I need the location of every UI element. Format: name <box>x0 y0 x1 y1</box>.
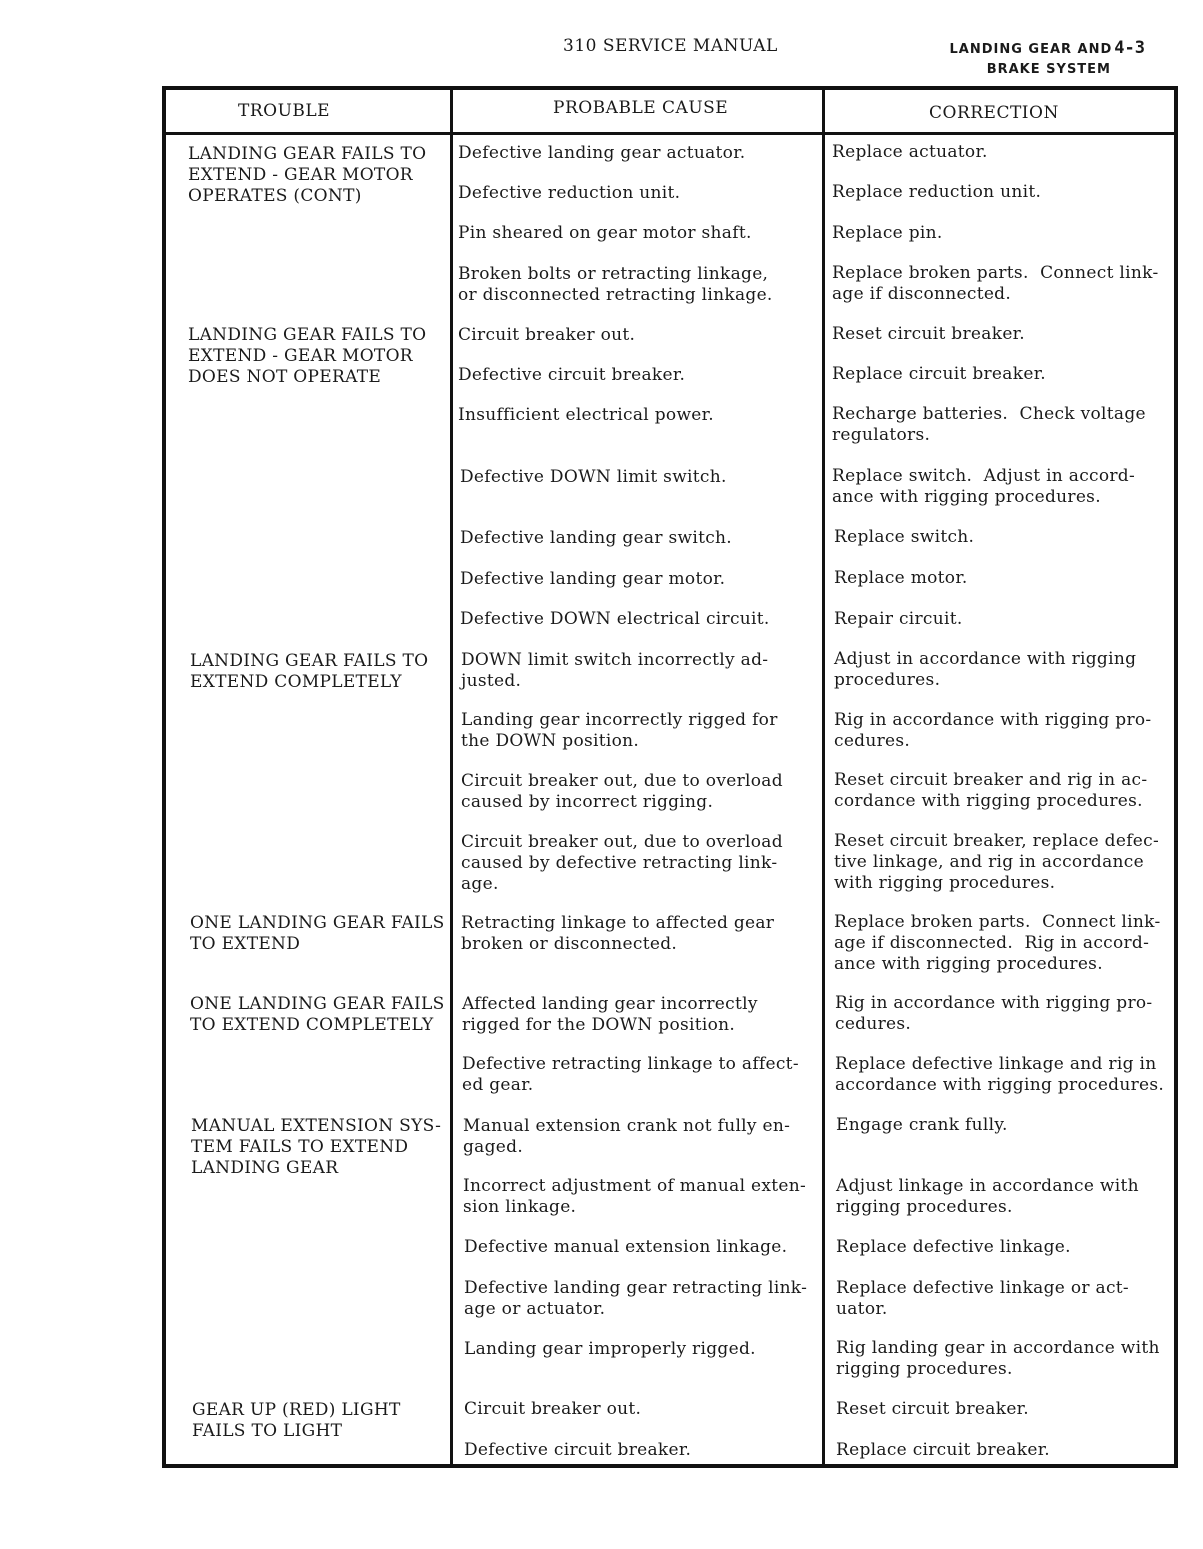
cause-text: Defective landing gear actuator. <box>458 143 746 163</box>
column-header-probable-cause: PROBABLE CAUSE <box>553 98 729 118</box>
trouble-item: ONE LANDING GEAR FAILS TO EXTEND COMPLETELY <box>190 994 445 1035</box>
cause-text: Manual extension crank not fully en- gaged. <box>463 1116 791 1157</box>
section-title-line2: BRAKE SYSTEM <box>986 62 1111 77</box>
correction-text: Rig in accordance with rigging pro- cedures. <box>835 993 1153 1034</box>
correction-text: Reset circuit breaker, replace defec- tive linkage, and rig in accordance with rigging procedures. <box>834 831 1160 893</box>
page-number: 4-3 <box>1114 38 1145 58</box>
cause-text: Incorrect adjustment of manual exten- sion linkage. <box>463 1176 807 1217</box>
column-header-correction: CORRECTION <box>929 103 1059 123</box>
column-divider <box>822 90 825 1464</box>
correction-text: Adjust linkage in accordance with rigging procedures. <box>836 1176 1139 1217</box>
correction-text: Adjust in accordance with rigging procedures. <box>834 649 1137 690</box>
correction-text: Repair circuit. <box>834 609 963 629</box>
correction-text: Engage crank fully. <box>836 1115 1008 1135</box>
correction-text: Reset circuit breaker. <box>836 1399 1029 1419</box>
cause-text: DOWN limit switch incorrectly ad- justed. <box>461 650 769 691</box>
correction-text: Replace pin. <box>832 223 943 243</box>
cause-text: Landing gear improperly rigged. <box>464 1339 756 1359</box>
trouble-item: LANDING GEAR FAILS TO EXTEND - GEAR MOTOR OPERATES (CONT) <box>188 144 427 206</box>
trouble-item: LANDING GEAR FAILS TO EXTEND COMPLETELY <box>190 651 429 692</box>
cause-text: Defective reduction unit. <box>458 183 681 203</box>
correction-text: Replace switch. Adjust in accord- ance with rigging procedures. <box>832 466 1136 507</box>
correction-text: Reset circuit breaker and rig in ac- cordance with rigging procedures. <box>834 770 1148 811</box>
correction-text: Rig landing gear in accordance with rigging procedures. <box>836 1338 1160 1379</box>
trouble-item: LANDING GEAR FAILS TO EXTEND - GEAR MOTOR DOES NOT OPERATE <box>188 325 427 387</box>
correction-text: Rig in accordance with rigging pro- cedures. <box>834 710 1152 751</box>
header-divider <box>166 132 1174 135</box>
cause-text: Defective landing gear retracting link- age or actuator. <box>464 1278 808 1319</box>
correction-text: Replace switch. <box>834 527 975 547</box>
correction-text: Replace circuit breaker. <box>832 364 1046 384</box>
manual-title: 310 SERVICE MANUAL <box>563 36 778 56</box>
cause-text: Defective landing gear motor. <box>460 569 726 589</box>
cause-text: Insufficient electrical power. <box>458 405 714 425</box>
cause-text: Defective landing gear switch. <box>460 528 733 548</box>
cause-text: Circuit breaker out. <box>458 325 636 345</box>
trouble-item: MANUAL EXTENSION SYS- TEM FAILS TO EXTEND LANDING GEAR <box>191 1116 442 1178</box>
cause-text: Defective circuit breaker. <box>458 365 686 385</box>
troubleshooting-table <box>162 86 1178 1468</box>
cause-text: Retracting linkage to affected gear broken or disconnected. <box>461 913 775 954</box>
cause-text: Pin sheared on gear motor shaft. <box>458 223 752 243</box>
cause-text: Defective manual extension linkage. <box>464 1237 788 1257</box>
correction-text: Replace defective linkage. <box>836 1237 1071 1257</box>
correction-text: Replace circuit breaker. <box>836 1440 1050 1460</box>
cause-text: Defective retracting linkage to affect- ed gear. <box>462 1054 799 1095</box>
correction-text: Recharge batteries. Check voltage regulators. <box>832 404 1146 445</box>
cause-text: Defective DOWN limit switch. <box>460 467 727 487</box>
correction-text: Reset circuit breaker. <box>832 324 1025 344</box>
cause-text: Circuit breaker out, due to overload caused by incorrect rigging. <box>461 771 783 812</box>
cause-text: Landing gear incorrectly rigged for the DOWN position. <box>461 710 778 751</box>
column-divider <box>450 90 453 1464</box>
section-title <box>949 38 1145 80</box>
correction-text: Replace defective linkage and rig in accordance with rigging procedures. <box>835 1054 1165 1095</box>
column-header-trouble: TROUBLE <box>238 101 331 121</box>
correction-text: Replace motor. <box>834 568 968 588</box>
correction-text: Replace broken parts. Connect link- age if disconnected. <box>832 263 1159 304</box>
cause-text: Defective DOWN electrical circuit. <box>460 609 770 629</box>
cause-text: Broken bolts or retracting linkage, or disconnected retracting linkage. <box>458 264 773 305</box>
correction-text: Replace defective linkage or act- uator. <box>836 1278 1129 1319</box>
cause-text: Affected landing gear incorrectly rigged for the DOWN position. <box>462 994 758 1035</box>
cause-text: Circuit breaker out. <box>464 1399 642 1419</box>
cause-text: Defective circuit breaker. <box>464 1440 692 1460</box>
correction-text: Replace reduction unit. <box>832 182 1042 202</box>
trouble-item: GEAR UP (RED) LIGHT FAILS TO LIGHT <box>192 1400 401 1441</box>
correction-text: Replace actuator. <box>832 142 988 162</box>
correction-text: Replace broken parts. Connect link- age if disconnected. Rig in accord- ance with rigging procedures. <box>834 912 1161 974</box>
cause-text: Circuit breaker out, due to overload caused by defective retracting link- age. <box>461 832 783 894</box>
section-title-line1: LANDING GEAR AND <box>949 42 1113 57</box>
trouble-item: ONE LANDING GEAR FAILS TO EXTEND <box>190 913 445 954</box>
